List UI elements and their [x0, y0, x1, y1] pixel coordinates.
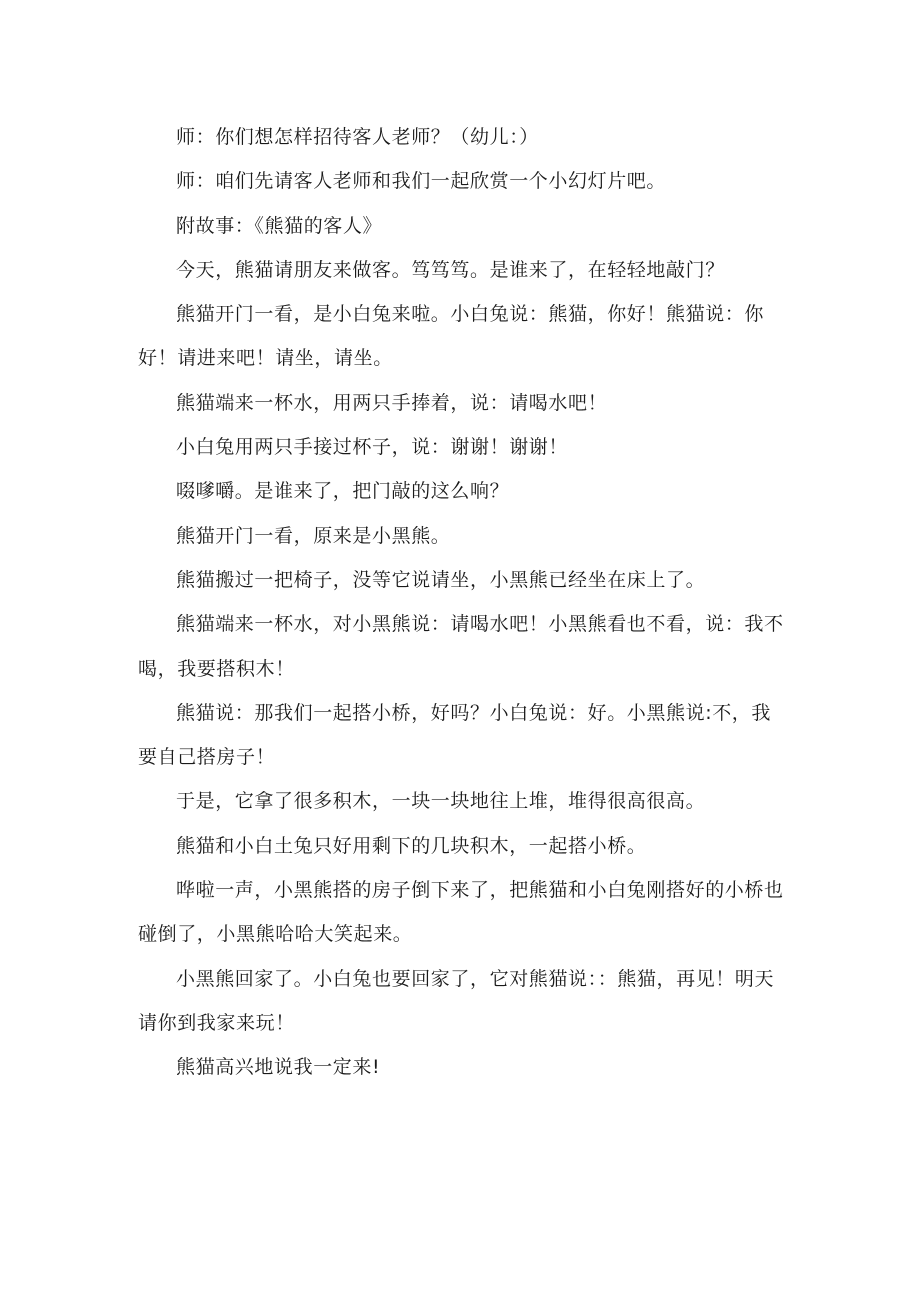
- paragraph: 于是，它拿了很多积木，一块一块地往上堆，堆得很高很高。: [176, 790, 706, 813]
- paragraph: 小白兔用两只手接过杯子，说：谢谢！谢谢！: [176, 436, 569, 459]
- paragraph: 熊猫搬过一把椅子，没等它说请坐，小黑熊已经坐在床上了。: [176, 568, 706, 591]
- paragraph: 师：你们想怎样招待客人老师？（幼儿：）: [176, 126, 539, 148]
- paragraph: 熊猫和小白土兔只好用剩下的几块积木，一起搭小桥。: [176, 834, 647, 857]
- document-body: [138, 115, 788, 1090]
- paragraph: 熊猫高兴地说我一定来!: [176, 1056, 381, 1079]
- paragraph: 熊猫说：那我们一起搭小桥，好吗？小白兔说：好。小黑熊说:不，我要自己搭房子！: [138, 701, 772, 769]
- paragraph: 熊猫端来一杯水，对小黑熊说：请喝水吧！小黑熊看也不看，说：我不喝，我要搭积木！: [138, 613, 784, 680]
- paragraph: 熊猫开门一看，是小白兔来啦。小白兔说：熊猫，你好！熊猫说：你好！请进来吧！请坐，请坐。: [138, 303, 765, 370]
- paragraph: 啜嗲嚼。是谁来了，把门敲的这么响？: [176, 480, 510, 503]
- paragraph: 今天，熊猫请朋友来做客。笃笃笃。是谁来了，在轻轻地敲门？: [176, 258, 725, 281]
- paragraph: 附故事：《熊猫的客人》: [176, 214, 383, 237]
- paragraph: 熊猫开门一看，原来是小黑熊。: [176, 524, 451, 547]
- paragraph: 小黑熊回家了。小白兔也要回家了，它对熊猫说：：熊猫，再见！明天请你到我家来玩！: [138, 967, 775, 1034]
- paragraph: 师：咱们先请客人老师和我们一起欣赏一个小幻灯片吧。: [176, 170, 667, 193]
- paragraph: 熊猫端来一杯水，用两只手捧着，说：请喝水吧！: [176, 391, 608, 414]
- paragraph: 哗啦一声，小黑熊搭的房子倒下来了，把熊猫和小白兔刚搭好的小桥也碰倒了，小黑熊哈哈大笑起来。: [138, 879, 784, 946]
